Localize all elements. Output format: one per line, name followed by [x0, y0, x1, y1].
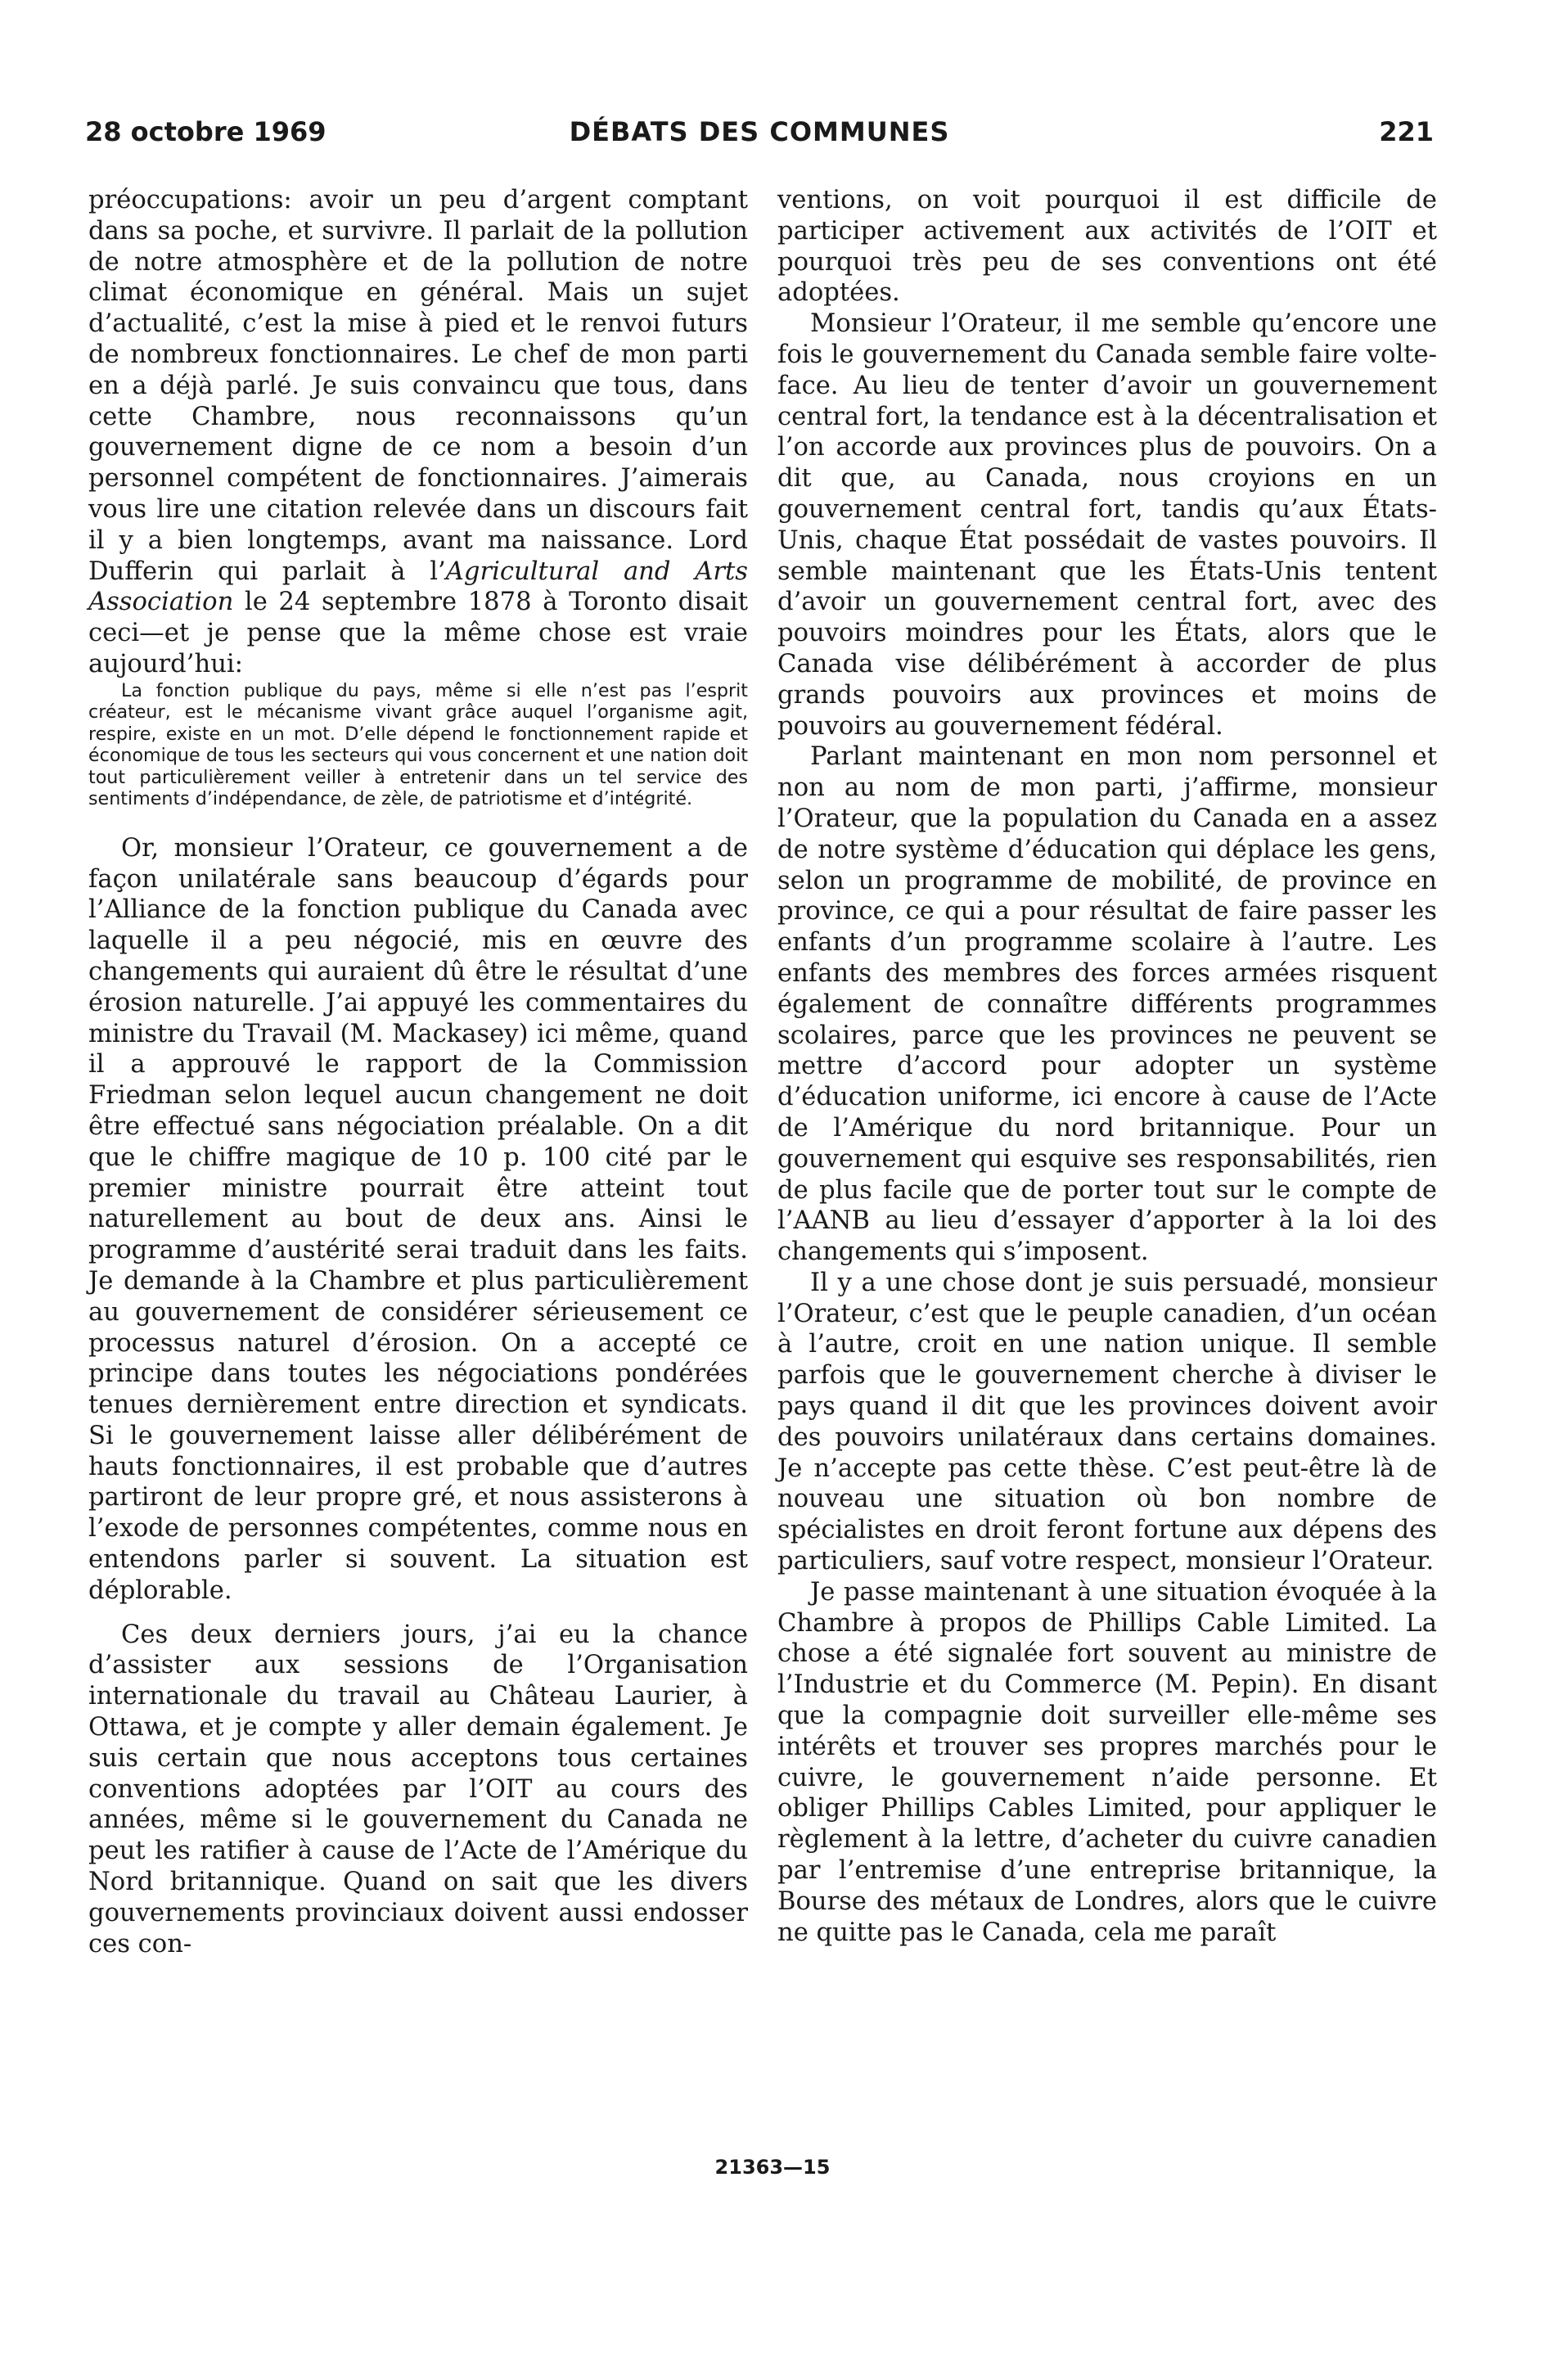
right-column [777, 185, 1437, 1948]
left-column [88, 185, 748, 1959]
paragraph: Or, monsieur l’Orateur, ce gouvernement a de façon unilatérale sans beaucoup d’égards pour l’Alliance de la fonction publique du Canada avec laquelle il a peu négocié, mis en œuvre des changements qui auraient dû être le résultat d’une érosion naturelle. J’ai appuyé les commentaires du ministre du Travail (M. Mackasey) ici même, quand il a approuvé le rapport de la Commission Friedman selon lequel aucun changement ne doit être effectué sans négociation préalable. On a dit que le chiffre magique de 10 p. 100 cité par le premier ministre pourrait être atteint tout naturellement au bout de deux ans. Ainsi le programme d’austérité serai traduit dans les faits. Je demande à la Chambre et plus particulièrement au gouvernement de considérer sérieusement ce processus naturel d’érosion. On a accepté ce principe dans toutes les négociations pondérées tenues dernièrement entre direction et syndicats. Si le gouvernement laisse aller délibérément de hauts fonctionnaires, il est probable que d’autres partiront de leur propre gré, et nous assisterons à l’exode de personnes compétentes, comme nous en entendons parler si souvent. La situation est déplorable. [88, 833, 748, 1605]
paragraph: Ces deux derniers jours, j’ai eu la chance d’assister aux sessions de l’Organisation internationale du travail au Château Laurier, à Ottawa, et je compte y aller demain également. Je suis certain que nous acceptons tous certaines conventions adoptées par l’OIT au cours des années, même si le gouvernement du Canada ne peut les ratifier à cause de l’Acte de l’Amérique du Nord britannique. Quand on sait que les divers gouvernements provinciaux doivent aussi endosser ces con- [88, 1620, 748, 1959]
paragraph: ventions, on voit pourquoi il est difficile de participer activement aux activités de l’OIT et pourquoi très peu de ses conventions ont été adoptées. [777, 186, 1437, 308]
paragraph-text: préoccupations: avoir un peu d’argent comptant dans sa poche, et survivre. Il parlait de la pollution de notre atmosphère et de la pollution de notre climat économique en général. Mais un sujet d’actualité, c’est la mise à pied et le renvoi futurs de nombreux fonctionnaires. Le chef de mon parti en a déjà parlé. Je suis convaincu que tous, dans cette Chambre, nous reconnaissons qu’un gouvernement digne de ce nom a besoin d’un personnel compétent de fonctionnaires. J’aimerais vous lire une citation relevée dans un discours fait il y a bien longtemps, avant ma naissance. Lord Dufferin qui parlait à l’ [88, 186, 748, 586]
paragraph: Je passe maintenant à une situation évoquée à la Chambre à propos de Phillips Cable Limited. La chose a été signalée fort souvent au ministre de l’Industrie et du Commerce (M. Pepin). En disant que la compagnie doit surveiller elle-même ses intérêts et trouver ses propres marchés pour le cuivre, le gouvernement n’aide personne. Et obliger Phillips Cables Limited, pour appliquer le règlement à la lettre, d’acheter du cuivre canadien par l’entremise d’une entreprise britannique, la Bourse des métaux de Londres, alors que le cuivre ne quitte pas le Canada, cela me paraît [777, 1577, 1437, 1947]
header-title: DÉBATS DES COMMUNES [569, 116, 950, 147]
paragraph [88, 185, 748, 680]
paragraph: Il y a une chose dont je suis persuadé, monsieur l’Orateur, c’est que le peuple canadien, d’un océan à l’autre, croit en une nation unique. Il semble parfois que le gouvernement cherche à diviser le pays quand il dit que les provinces doivent avoir des pouvoirs unilatéraux dans certains domaines. Je n’accepte pas cette thèse. C’est peut-être là de nouveau une situation où bon nombre de spécialistes en droit feront fortune aux dépens des particuliers, sauf votre respect, monsieur l’Orateur. [777, 1268, 1437, 1576]
block-quote: La fonction publique du pays, même si elle n’est pas l’esprit créateur, est le mécanisme vivant grâce auquel l’organisme agit, respire, existe en un mot. D’elle dépend le fonctionnement rapide et économique de tous les secteurs qui vous concernent et une nation doit tout particulièrement veiller à entretenir dans un tel service des sentiments d’indépendance, de zèle, de patriotisme et d’intégrité. [88, 679, 748, 810]
italic-title: Agricultural and Arts Association [88, 557, 748, 617]
printer-signature: 21363—15 [714, 2156, 831, 2179]
page-number: 221 [1379, 116, 1434, 147]
paragraph-text: le 24 septembre 1878 à Toronto disait ceci—et je pense que la même chose est vraie aujourd’hui: [88, 588, 748, 678]
page-header [85, 116, 1434, 154]
paragraph: Parlant maintenant en mon nom personnel et non au nom de mon parti, j’affirme, monsieur l’Orateur, que la population du Canada en a assez de notre système d’éducation qui déplace les gens, selon un programme de mobilité, de province en province, ce qui a pour résultat de faire passer les enfants d’un programme scolaire à l’autre. Les enfants des membres des forces armées risquent également de connaître différents programmes scolaires, parce que les provinces ne peuvent se mettre d’accord pour adopter un système d’éducation uniforme, ici encore à cause de l’Acte de l’Amérique du nord britannique. Pour un gouvernement qui esquive ses responsabilités, rien de plus facile que de porter tout sur le compte de l’AANB au lieu d’essayer d’apporter à la loi des changements qui s’imposent. [777, 742, 1437, 1267]
paragraph: Monsieur l’Orateur, il me semble qu’encore une fois le gouvernement du Canada semble faire volte-face. Au lieu de tenter d’avoir un gouvernement central fort, la tendance est à la décentralisation et l’on accorde aux provinces plus de pouvoirs. On a dit que, au Canada, nous croyions en un gouvernement central fort, tandis qu’aux États-Unis, chaque État possédait de vastes pouvoirs. Il semble maintenant que les États-Unis tentent d’avoir un gouvernement central fort, avec des pouvoirs moindres pour les États, alors que le Canada vise délibérément à accorder de plus grands pouvoirs aux provinces et moins de pouvoirs au gouvernement fédéral. [777, 309, 1437, 741]
header-date: 28 octobre 1969 [85, 116, 327, 147]
